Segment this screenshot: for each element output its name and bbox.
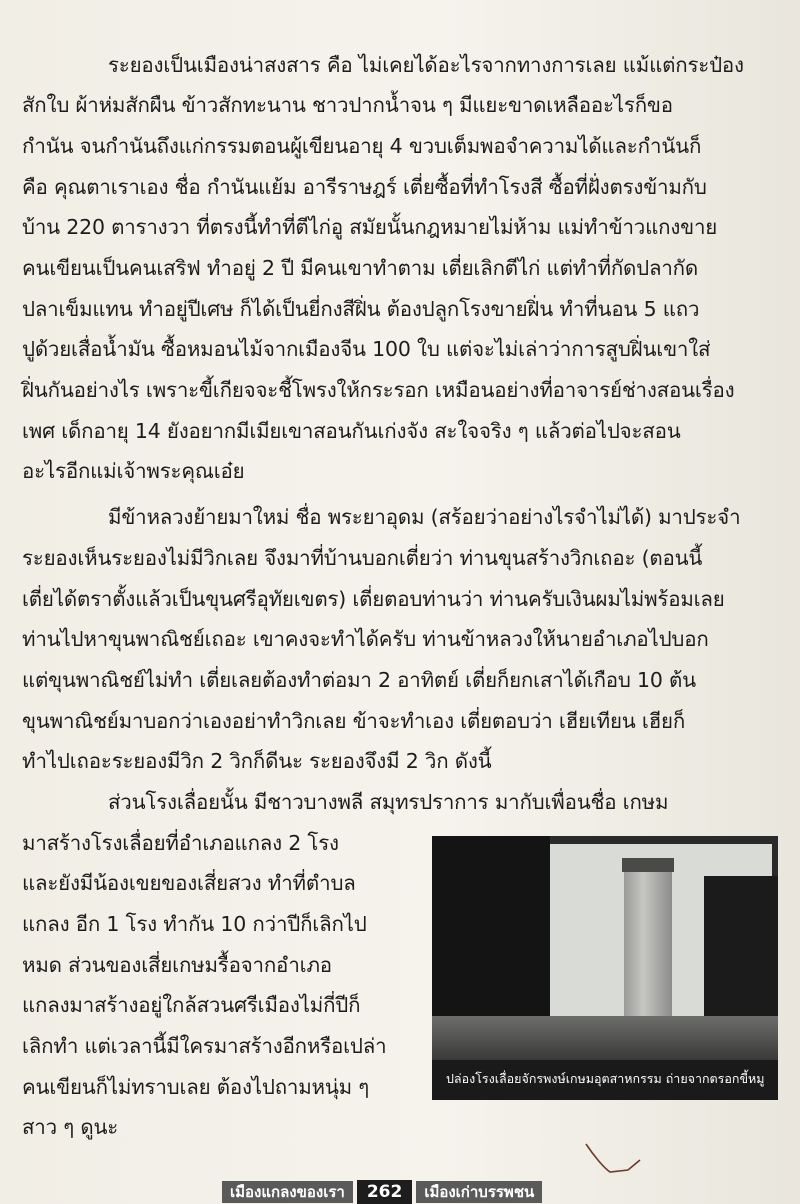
text-line: เลิกทำ แต่เวลานี้มีใครมาสร้างอีกหรือเปล่า xyxy=(22,1034,387,1058)
text-line: คนเขียนก็ไม่ทราบเลย ต้องไปถามหนุ่ม ๆ xyxy=(22,1075,370,1099)
text-line: ฝิ่นกันอย่างไร เพราะขี้เกียจจะชี้โพรงให้กระรอก เหมือนอย่างที่อาจารย์ช่างสอนเรื่อง xyxy=(22,378,735,402)
text-line: คนเขียนเป็นคนเสริฟ ทำอยู่ 2 ปี มีคนเขาทำตาม เตี่ยเลิกตีไก่ แต่ทำที่กัดปลากัด xyxy=(22,256,698,280)
text-line: ขุนพาณิชย์มาบอกว่าเองอย่าทำวิกเลย ข้าจะทำเอง เตี่ยตอบว่า เฮียเทียน เฮียก็ xyxy=(22,709,686,733)
text-line: เตี่ยได้ตราตั้งแล้วเป็นขุนศรีอุทัยเขตร) เตี่ยตอบท่านว่า ท่านครับเงินผมไม่พร้อมเลย xyxy=(22,587,725,611)
text-line: สักใบ ผ้าห่มสักผืน ข้าวสักทะนาน ชาวปากน้ำจน ๆ มีแยะขาดเหลืออะไรก็ขอ xyxy=(22,93,673,117)
text-line: สาว ๆ ดูนะ xyxy=(22,1115,119,1139)
text-line: มีข้าหลวงย้ายมาใหม่ ชื่อ พระยาอุดม (สร้อยว่าอย่างไรจำไม่ได้) มาประจำ xyxy=(108,505,741,529)
text-line: ปูด้วยเสื่อน้ำมัน ซื้อหมอนไม้จากเมืองจีน 100 ใบ แต่จะไม่เล่าว่าการสูบฝิ่นเขาใส่ xyxy=(22,337,711,361)
page-number: 262 xyxy=(357,1180,413,1204)
text-line: ท่านไปหาขุนพาณิชย์เถอะ เขาคงจะทำได้ครับ ท่านข้าหลวงให้นายอำเภอไปบอก xyxy=(22,627,709,651)
text-line: ทำไปเถอะระยองมีวิก 2 วิกก็ดีนะ ระยองจึงมี 2 วิก ดังนี้ xyxy=(22,749,492,773)
photo-roof xyxy=(432,1016,778,1060)
text-line: ระยองเห็นระยองไม่มีวิกเลย จึงมาที่บ้านบอกเตี่ยว่า ท่านขุนสร้างวิกเถอะ (ตอนนี้ xyxy=(22,546,703,570)
footer-chapter-title: เมืองเก่าบรรพชน xyxy=(416,1181,542,1203)
text-line: หมด ส่วนของเสี่ยเกษมรื้อจากอำเภอ xyxy=(22,953,332,977)
photo-chimney-top xyxy=(622,858,674,872)
text-line: อะไรอีกแม่เจ้าพระคุณเอ๋ย xyxy=(22,459,245,483)
photo-caption: ปล่องโรงเลื่อยจักรพงษ์เกษมอุตสาหกรรม ถ่ายจากตรอกขี้หมู xyxy=(446,1071,765,1086)
text-line: แกลง อีก 1 โรง ทำกัน 10 กว่าปีก็เลิกไป xyxy=(22,912,367,936)
text-line: กำนัน จนกำนันถึงแก่กรรมตอนผู้เขียนอายุ 4 ขวบเต็มพอจำความได้และกำนันก็ xyxy=(22,134,702,158)
chimney-photo xyxy=(432,836,778,1100)
text-line: มาสร้างโรงเลื่อยที่อำเภอแกลง 2 โรง xyxy=(22,831,339,855)
text-line: แต่ขุนพาณิชย์ไม่ทำ เตี่ยเลยต้องทำต่อมา 2 อาทิตย์ เตี่ยก็ยกเสาได้เกือบ 10 ต้น xyxy=(22,668,696,692)
photo-caption-bar xyxy=(432,1060,778,1100)
text-line: ระยองเป็นเมืองน่าสงสาร คือ ไม่เคยได้อะไรจากทางการเลย แม้แต่กระป๋อง xyxy=(108,53,744,77)
text-line: ส่วนโรงเลื่อยนั้น มีชาวบางพลี สมุทรปราการ มากับเพื่อนชื่อ เกษม xyxy=(108,790,669,814)
pen-mark xyxy=(584,1142,644,1176)
text-line: แกลงมาสร้างอยู่ใกล้สวนศรีเมืองไม่กี่ปีก็ xyxy=(22,993,361,1017)
text-line: บ้าน 220 ตารางวา ที่ตรงนี้ทำที่ตีไก่อู สมัยนั้นกฎหมายไม่ห้าม แม่ทำข้าวแกงขาย xyxy=(22,215,718,239)
text-line: เพศ เด็กอายุ 14 ยังอยากมีเมียเขาสอนกันเก่งจัง สะใจจริง ๆ แล้วต่อไปจะสอน xyxy=(22,419,681,443)
text-line: ปลาเข็มแทน ทำอยู่ปีเศษ ก็ได้เป็นยี่กงสีฝิ่น ต้องปลูกโรงขายฝิ่น ทำที่นอน 5 แถว xyxy=(22,297,700,321)
footer-book-title: เมืองแกลงของเรา xyxy=(222,1181,353,1203)
text-line: และยังมีน้องเขยของเสี่ยสวง ทำที่ตำบล xyxy=(22,871,356,895)
text-line: คือ คุณตาเราเอง ชื่อ กำนันแย้ม อารีราษฎร์ เตี่ยซื้อที่ทำโรงสี ซื้อที่ฝั่งตรงข้ามกับ xyxy=(22,175,707,199)
page-footer xyxy=(222,1180,542,1204)
